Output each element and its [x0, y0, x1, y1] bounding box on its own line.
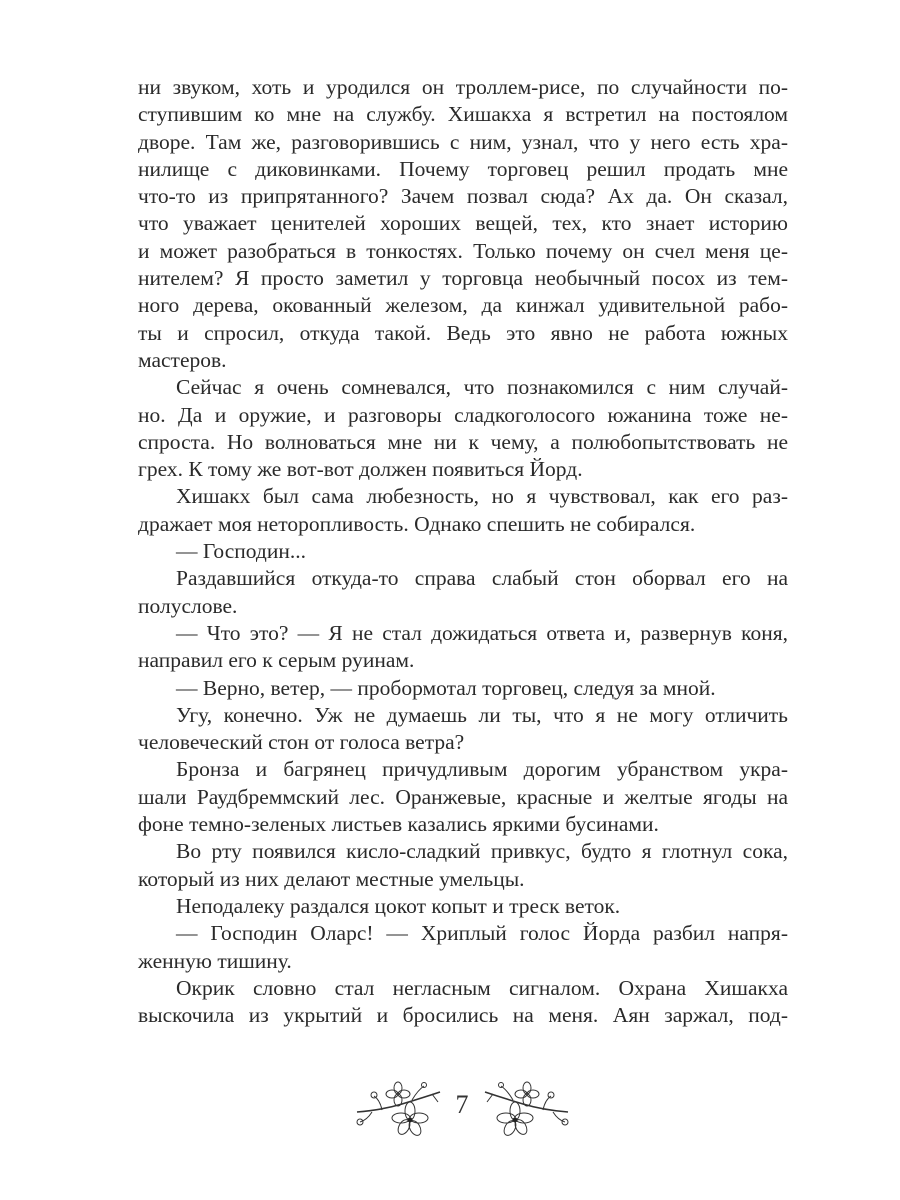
text-line: — Верно, ветер, — пробормотал торговец, следуя за мной. — [176, 675, 716, 700]
paragraph — [138, 975, 788, 1030]
text-line: выскочила из укрытий и бросились на меня. Аян заржал, под- — [138, 1003, 788, 1028]
text-line: — Господин Оларс! — Хриплый голос Йорда разбил напря- — [176, 921, 788, 946]
text-line: ного дерева, окованный железом, да кинжал удивительной рабо- — [138, 293, 788, 318]
text-line: что-то из припрятанного? Зачем позвал сюда? Ах да. Он сказал, — [138, 184, 788, 209]
paragraph — [138, 620, 788, 675]
text-line: Сейчас я очень сомневался, что познакомился с ним случай- — [176, 375, 788, 400]
flower-ornament-left-icon — [352, 1080, 447, 1140]
text-line: грех. К тому же вот-вот должен появиться Йорд. — [138, 457, 583, 482]
text-line: человеческий стон от голоса ветра? — [138, 730, 465, 755]
text-line: нителем? Я просто заметил у торговца необычный посох из тем- — [138, 266, 788, 291]
text-line: направил его к серым руинам. — [138, 648, 415, 673]
paragraph — [138, 483, 788, 538]
paragraph — [138, 675, 788, 702]
text-line: Хишакх был сама любезность, но я чувствовал, как его раз- — [176, 484, 788, 509]
text-line: полуслове. — [138, 593, 238, 618]
paragraph — [138, 565, 788, 620]
paragraph — [138, 838, 788, 893]
text-line: нилище с диковинками. Почему торговец решил продать мне — [138, 156, 788, 181]
text-line: мастеров. — [138, 347, 227, 372]
text-line: дворе. Там же, разговорившись с ним, узнал, что у него есть хра- — [138, 129, 788, 154]
text-line: — Что это? — Я не стал дожидаться ответа и, развернув коня, — [176, 620, 788, 645]
text-line: Во рту появился кисло-сладкий привкус, будто я глотнул сока, — [176, 839, 788, 864]
paragraph — [138, 74, 788, 374]
text-line: фоне темно-зеленых листьев казались яркими бусинами. — [138, 812, 659, 837]
paragraph — [138, 538, 788, 565]
text-line: но. Да и оружие, и разговоры сладкоголосого южанина тоже не- — [138, 402, 788, 427]
text-line: Бронза и багрянец причудливым дорогим убранством укра- — [176, 757, 788, 782]
text-line: Окрик словно стал негласным сигналом. Охрана Хишакха — [176, 975, 788, 1000]
text-line: Неподалеку раздался цокот копыт и треск веток. — [176, 893, 621, 918]
text-line: и может разобраться в тонкостях. Только почему он счел меня це- — [138, 238, 788, 263]
text-line: спроста. Но волноваться мне ни к чему, а полюбопытствовать не — [138, 429, 788, 454]
page-footer — [0, 1080, 900, 1140]
text-line: — Господин... — [176, 539, 306, 564]
paragraph — [138, 920, 788, 975]
text-line: шали Раудбреммский лес. Оранжевые, красные и желтые ягоды на — [138, 784, 788, 809]
text-line: который из них делают местные умельцы. — [138, 866, 525, 891]
paragraph — [138, 893, 788, 920]
page-number: 7 — [455, 1090, 469, 1119]
paragraph — [138, 702, 788, 757]
text-line: дражает моя неторопливость. Однако спешить не собирался. — [138, 511, 696, 536]
text-line: ни звуком, хоть и уродился он троллем-рисе, по случайности по- — [138, 75, 788, 99]
text-line: Угу, конечно. Уж не думаешь ли ты, что я не могу отличить — [176, 702, 788, 727]
text-line: женную тишину. — [138, 948, 292, 973]
page-body-text — [138, 74, 788, 1029]
text-line: ты и спросил, откуда такой. Ведь это явно не работа южных — [138, 320, 788, 345]
paragraph — [138, 756, 788, 838]
text-line: что уважает ценителей хороших вещей, тех, кто знает историю — [138, 211, 788, 236]
text-line: ступившим ко мне на службу. Хишакха я встретил на постоялом — [138, 102, 788, 127]
flower-ornament-right-icon — [478, 1080, 573, 1140]
paragraph — [138, 374, 788, 483]
text-line: Раздавшийся откуда-то справа слабый стон оборвал его на — [176, 566, 788, 591]
